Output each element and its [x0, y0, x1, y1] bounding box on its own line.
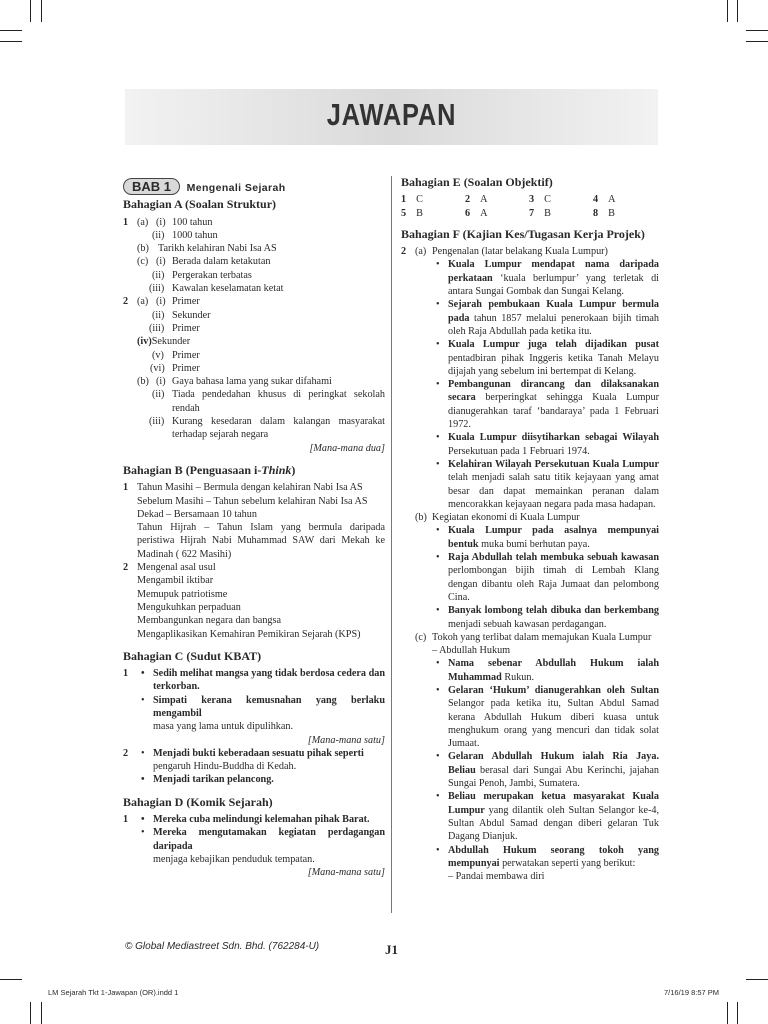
section-heading: Bahagian F (Kajian Kes/Tugasan Kerja Projek): [401, 226, 645, 241]
bullet-list: [401, 258, 659, 511]
bullet-list: [401, 657, 659, 883]
bullet-item: • Nama sebenar Abdullah Hukum ialah Muhammad Rukun.: [432, 657, 659, 684]
answer-line: (c) Tokoh yang terlibat dalam memajukan Kuala Lumpur – Abdullah Hukum: [415, 631, 652, 657]
answer-line: 1 (a) (i) 100 tahun: [123, 216, 213, 228]
crop-mark: [737, 0, 738, 22]
crop-mark: [0, 30, 22, 31]
answer-line: (iii) Primer: [149, 322, 200, 334]
answer-line: Sebelum Masihi – Tahun sebelum kelahiran Nabi Isa AS: [137, 495, 368, 507]
objective-item: 4 A: [593, 194, 616, 206]
note: [Mana-mana satu]: [307, 867, 385, 879]
right-column: [401, 176, 659, 883]
bullet-item: • Sejarah pembukaan Kuala Lumpur bermula pada tahun 1857 melalui penerokaan bijih timah oleh Raja Abdullah pada ketika itu.: [432, 298, 659, 338]
crop-mark: [727, 1002, 728, 1024]
answer-line: (iii) Kawalan keselamatan ketat: [149, 283, 284, 295]
answer-line: 2 (a) (i) Primer: [123, 296, 200, 308]
answer-line: (iv)Sekunder: [137, 336, 191, 348]
bullet-item: • Beliau merupakan ketua masyarakat Kuala Lumpur yang dilantik oleh Sultan Selangor ke-4, Sultan Abdul Samad dengan diberi gelaran Tuk Dagang Dianjuk.: [432, 790, 659, 843]
objective-item: 3 C: [529, 194, 551, 206]
answer-line: (ii) Pergerakan terbatas: [152, 269, 252, 281]
answer-line: 2 Mengenal asal usul: [123, 562, 216, 574]
answer-line: (iii) Kurang kesedaran dalam kalangan masyarakat terhadap sejarah negara: [149, 416, 385, 441]
bullet-item: • Gelaran ‘Hukum’ dianugerahkan oleh Sultan Selangor pada ketika itu, Sultan Abdul Samad kerana Abdullah Hukum diberi kuasa untuk menghukum orang yang mencuri dan tidak solat Jumaat.: [432, 684, 659, 750]
header-banner: [125, 89, 658, 145]
note: [Mana-mana satu]: [307, 734, 385, 746]
bullet-item: • Kelahiran Wilayah Persekutuan Kuala Lumpur telah menjadi salah satu titik kejayaan yang amat besar dan dapat memainkan peranan dalam mencorakkan kejayaan negara pada masa hadapan.: [432, 458, 659, 511]
bullet-item: • Abdullah Hukum seorang tokoh yang mempunyai perwatakan seperti yang berikut:: [432, 844, 659, 871]
dash-item: – Pandai membawa diri: [448, 871, 545, 883]
answer-line: (b) (i) Gaya bahasa lama yang sukar difahami: [137, 376, 332, 388]
answer-line: (b) Tarikh kelahiran Nabi Isa AS: [137, 243, 277, 255]
objective-item: 7 B: [529, 207, 551, 219]
answer-line: (ii) Sekunder: [152, 309, 211, 321]
answer-line: Tahun Hijrah – Tahun Islam yang bermula daripada peristiwa Hijrah Nabi Muhammad SAW dari Mekah ke Madinah ( 622 Masihi): [137, 522, 385, 560]
crop-mark: [746, 41, 768, 42]
bullet-item: • Kuala Lumpur diisytiharkan sebagai Wilayah Persekutuan pada 1 Februari 1974.: [432, 431, 659, 458]
answer-line: Mengukuhkan perpaduan: [137, 601, 241, 613]
column-divider: [391, 176, 392, 913]
bab-title: Mengenali Sejarah: [186, 182, 286, 194]
crop-mark: [41, 0, 42, 22]
answer-line: (vi) Primer: [150, 362, 200, 374]
crop-mark: [0, 979, 22, 980]
crop-mark: [737, 1002, 738, 1024]
section-heading: Bahagian D (Komik Sejarah): [123, 794, 273, 809]
page-number: J1: [385, 942, 398, 957]
objective-answers: [401, 193, 659, 220]
file-slug: LM Sejarah Tkt 1-Jawapan (OR).indd 1: [48, 988, 179, 997]
objective-item: 1 C: [401, 194, 423, 206]
bullet-item: • Kuala Lumpur pada asalnya mempunyai bentuk muka bumi berhutan paya.: [432, 524, 659, 551]
copyright: © Global Mediastreet Sdn. Bhd. (762284-U): [125, 941, 320, 952]
answer-line: (v) Primer: [152, 349, 200, 361]
crop-mark: [746, 30, 768, 31]
bullet-item: • Raja Abdullah telah membuka sebuah kawasan perlombongan bijih timah di Lembah Klang dengan dibantu oleh Raja Jumaat dan pelombong Cina.: [432, 551, 659, 604]
answer-line: Dekad – Bersamaan 10 tahun: [137, 508, 257, 520]
crop-mark: [727, 0, 728, 22]
bullet-item: • Gelaran Abdullah Hukum ialah Ria Jaya. Beliau berasal dari Sungai Abu Kerinchi, jajahan Sungai Penoh, Jambi, Sumatera.: [432, 750, 659, 790]
section-heading: Bahagian C (Sudut KBAT): [123, 648, 262, 663]
answer-line: (b) Kegiatan ekonomi di Kuala Lumpur: [415, 512, 580, 524]
section-heading: Bahagian E (Soalan Objektif): [401, 175, 553, 189]
objective-item: 6 A: [465, 207, 488, 219]
bullet-item: • Kuala Lumpur mendapat nama daripada perkataan ‘kuala berlumpur’ yang terletak di antara Sungai Gombak dan Sungai Kelang.: [432, 258, 659, 298]
answer-line: (ii) Tiada pendedahan khusus di peringkat sekolah rendah: [152, 389, 385, 414]
bab-badge: BAB 1: [123, 178, 180, 195]
crop-mark: [30, 0, 31, 22]
answer-line: 1 Tahun Masihi – Bermula dengan kelahiran Nabi Isa AS: [123, 482, 363, 494]
bullet-item: • Banyak lombong telah dibuka dan berkembang menjadi sebuah kawasan perdagangan.: [432, 604, 659, 631]
bullet-item: • Pembangunan dirancang dan dilaksanakan secara berperingkat sehingga Kuala Lumpur dianugerahkan taraf ‘bandaraya’ pada 1 Februari 1972.: [432, 378, 659, 431]
answer-item: 1 • Sedih melihat mangsa yang tidak berdosa cedera dan terkorban. • Simpati kerana kemusnahan yang berlaku mengambil masa yang lama untuk dipulihkan.: [123, 667, 385, 733]
answer-line: Memupuk patriotisme: [137, 588, 228, 600]
section-heading: Bahagian B (Penguasaan i-Think): [123, 462, 296, 477]
objective-item: 2 A: [465, 194, 488, 206]
page-title: JAWAPAN: [326, 97, 457, 132]
answer-line: Mengaplikasikan Kemahiran Pemikiran Sejarah (KPS): [137, 628, 361, 640]
objective-item: 8 B: [593, 207, 615, 219]
note: [Mana-mana dua]: [309, 442, 385, 454]
answer-line: (ii) 1000 tahun: [152, 229, 218, 241]
crop-mark: [41, 1002, 42, 1024]
answer-item: 2 • Menjadi bukti keberadaan sesuatu pihak seperti pengaruh Hindu-Buddha di Kedah. • Menjadi tarikan pelancong.: [123, 747, 385, 787]
crop-mark: [0, 41, 22, 42]
left-column: [123, 178, 385, 880]
objective-item: 5 B: [401, 207, 423, 219]
answer-line: (c) (i) Berada dalam ketakutan: [137, 256, 271, 268]
date-slug: 7/16/19 8:57 PM: [664, 988, 720, 997]
crop-mark: [30, 1002, 31, 1024]
answer-item: 1 • Mereka cuba melindungi kelemahan pihak Barat. • Mereka mengutamakan kegiatan perdagangan daripada menjaga kebajikan penduduk tempatan.: [123, 813, 385, 866]
bab-heading: [123, 178, 385, 195]
answer-line: Mengambil iktibar: [137, 575, 214, 587]
bullet-item: • Kuala Lumpur juga telah dijadikan pusat pentadbiran pihak Inggeris ketika Tanah Melayu dijajah yang sebelum ini bertempat di Kelang.: [432, 338, 659, 378]
section-heading: Bahagian A (Soalan Struktur): [123, 197, 277, 212]
answer-line: 2 (a) Pengenalan (latar belakang Kuala Lumpur): [401, 246, 608, 258]
crop-mark: [746, 979, 768, 980]
bullet-list: [401, 524, 659, 630]
answer-line: Membangunkan negara dan bangsa: [137, 615, 281, 627]
